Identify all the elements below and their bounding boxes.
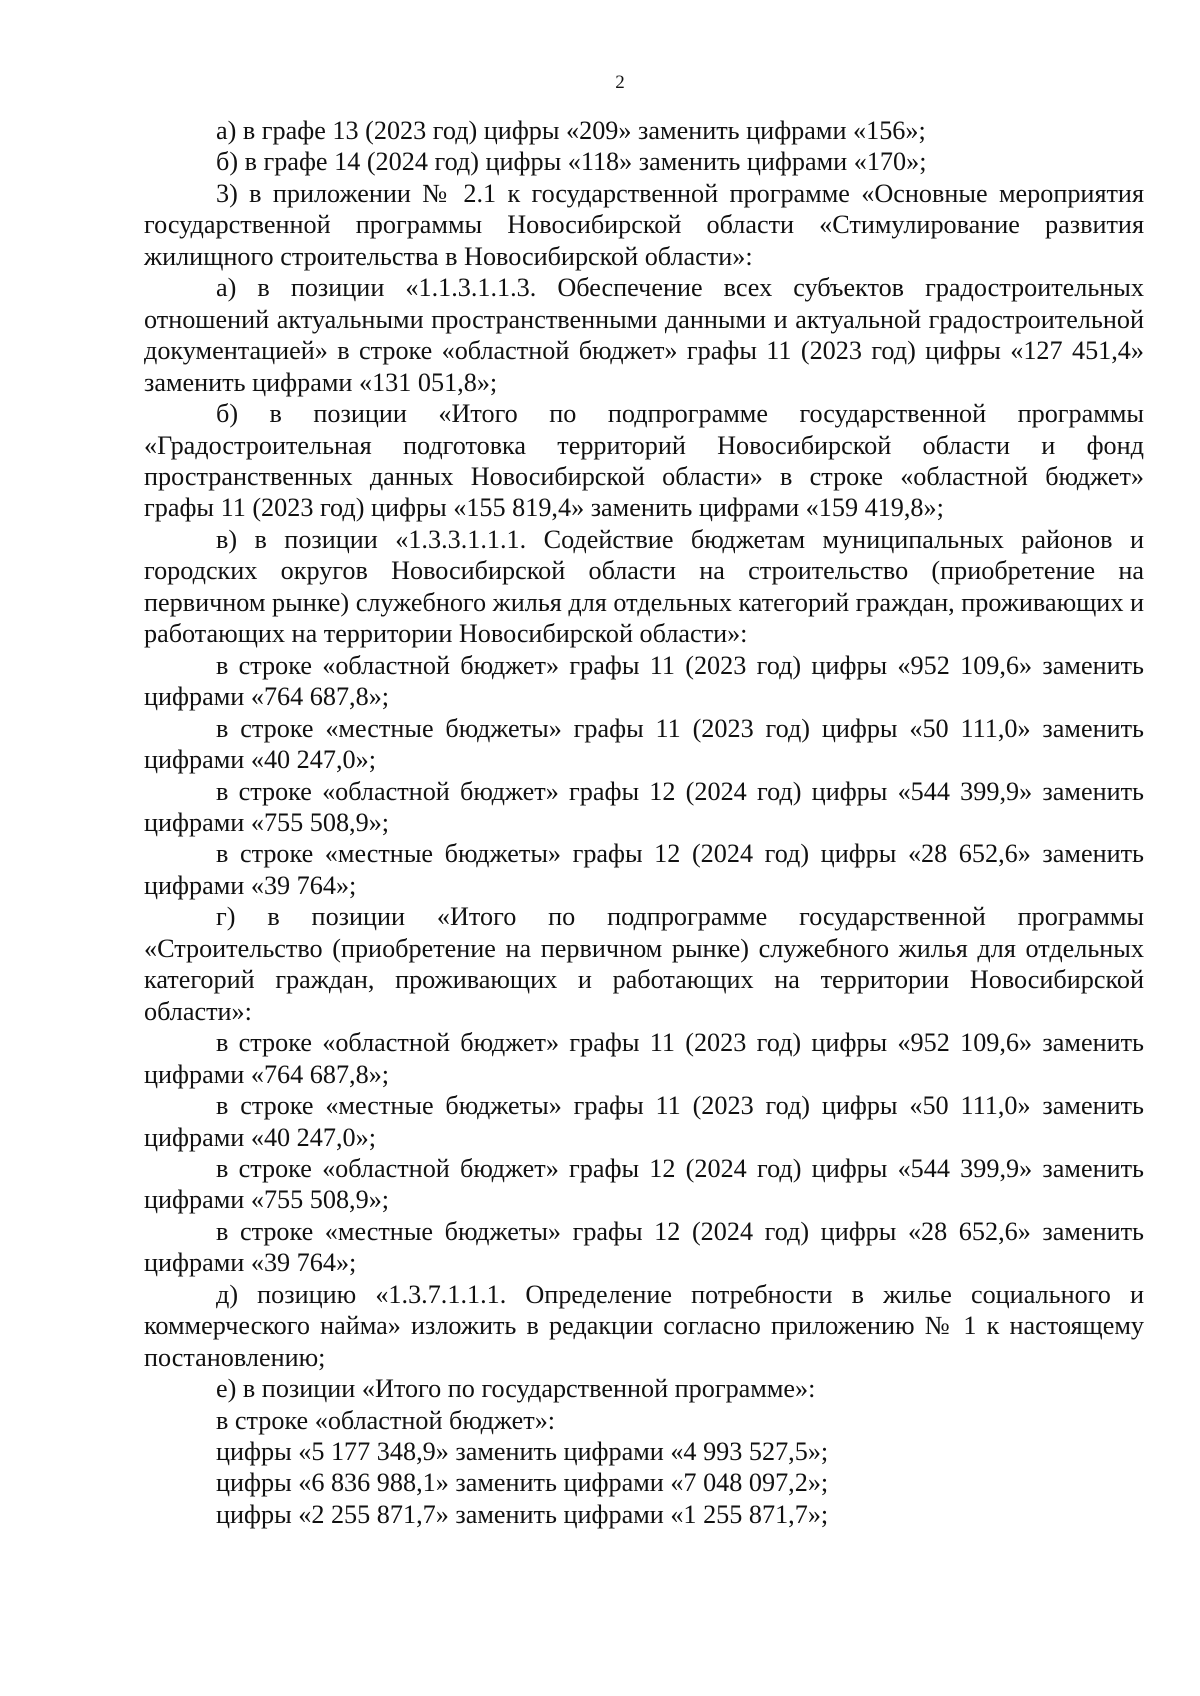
paragraph: в строке «областной бюджет»:	[216, 1405, 556, 1435]
paragraph: е) в позиции «Итого по государственной программе»:	[216, 1374, 816, 1404]
paragraph: в строке «местные бюджеты» графы 11 (2023 год) цифры «50 111,0» заменить цифрами «40 247,0»;	[144, 1091, 1144, 1152]
paragraph: в) в позиции «1.3.3.1.1.1. Содействие бюджетам муниципальных районов и городских округов Новосибирской области на строительство (приобретение на первичном рынке) служебного жилья для отдельных категорий граждан, проживающих и работающих на территории Новосибирской области»:	[144, 524, 1144, 649]
paragraph: в строке «областной бюджет» графы 12 (2024 год) цифры «544 399,9» заменить цифрами «755 508,9»;	[144, 1153, 1144, 1215]
paragraph: в строке «местные бюджеты» графы 12 (2024 год) цифры «28 652,6» заменить цифрами «39 764»;	[144, 1216, 1144, 1278]
paragraph: г) в позиции «Итого по подпрограмме государственной программы «Строительство (приобретение на первичном рынке) служебного жилья для отдельных категорий граждан, проживающих и работающих на территории Новосибирской области»:	[144, 902, 1144, 1026]
paragraph: 3) в приложении № 2.1 к государственной программе «Основные мероприятия государственной программы Новосибирской области «Стимулирование развития жилищного строительства в Новосибирской области»:	[144, 178, 1144, 271]
paragraph: цифры «2 255 871,7» заменить цифрами «1 255 871,7»;	[216, 1499, 829, 1529]
paragraph: цифры «6 836 988,1» заменить цифрами «7 048 097,2»;	[216, 1468, 829, 1498]
paragraph: в строке «местные бюджеты» графы 11 (2023 год) цифры «50 111,0» заменить цифрами «40 247,0»;	[144, 713, 1144, 775]
page-number: 2	[615, 72, 625, 93]
paragraph: цифры «5 177 348,9» заменить цифрами «4 993 527,5»;	[216, 1437, 829, 1467]
paragraph: а) в графе 13 (2023 год) цифры «209» заменить цифрами «156»;	[216, 116, 926, 145]
paragraph: в строке «областной бюджет» графы 11 (2023 год) цифры «952 109,6» заменить цифрами «764 687,8»;	[144, 1028, 1144, 1089]
document-body	[144, 115, 1144, 1530]
paragraph: а) в позиции «1.1.3.1.1.3. Обеспечение всех субъектов градостроительных отношений актуальными пространственными данными и актуальной градостроительной документацией» в строке «областной бюджет» графы 11 (2023 год) цифры «127 451,4» заменить цифрами «131 051,8»;	[144, 273, 1144, 397]
paragraph: в строке «местные бюджеты» графы 12 (2024 год) цифры «28 652,6» заменить цифрами «39 764»;	[144, 839, 1144, 900]
paragraph: б) в позиции «Итого по подпрограмме государственной программы «Градостроительная подготовка территорий Новосибирской области и фонд пространственных данных Новосибирской области» в строке «областной бюджет» графы 11 (2023 год) цифры «155 819,4» заменить цифрами «159 419,8»;	[144, 399, 1144, 523]
paragraph: в строке «областной бюджет» графы 12 (2024 год) цифры «544 399,9» заменить цифрами «755 508,9»;	[144, 776, 1144, 837]
paragraph: в строке «областной бюджет» графы 11 (2023 год) цифры «952 109,6» заменить цифрами «764 687,8»;	[144, 650, 1144, 712]
paragraph: б) в графе 14 (2024 год) цифры «118» заменить цифрами «170»;	[216, 147, 927, 177]
paragraph: д) позицию «1.3.7.1.1.1. Определение потребности в жилье социального и коммерческого найма» изложить в редакции согласно приложению № 1 к настоящему постановлению;	[144, 1279, 1144, 1372]
